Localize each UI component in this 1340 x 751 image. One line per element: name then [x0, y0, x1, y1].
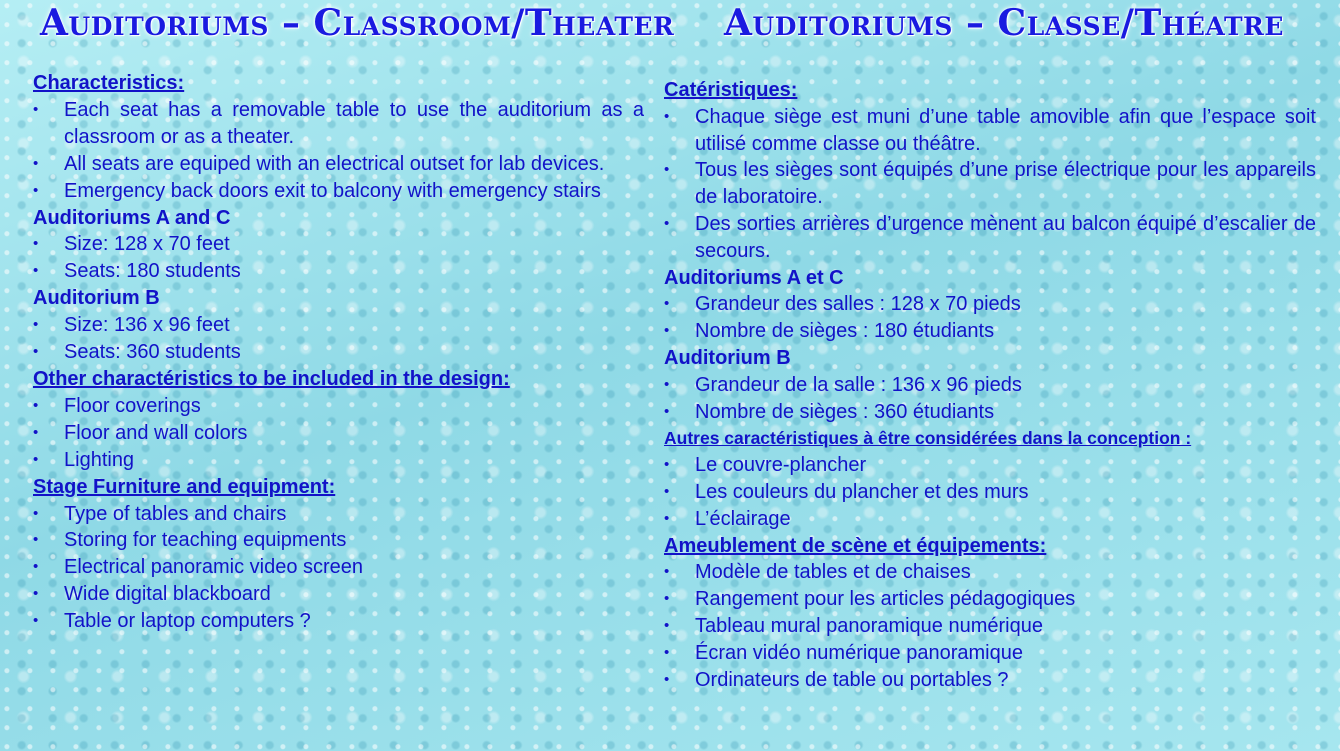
- bullet-icon: •: [33, 531, 39, 549]
- list-item: • Les couleurs du plancher et des murs: [664, 479, 1316, 506]
- list-item: • Grandeur de la salle : 136 x 96 pieds: [664, 372, 1316, 399]
- stage-furniture-list: [33, 501, 644, 636]
- stage-furniture-heading: Stage Furniture and equipment:: [33, 475, 336, 498]
- bullet-icon: •: [664, 402, 670, 420]
- bullet-icon: •: [33, 612, 39, 630]
- list-item: • Table or laptop computers ?: [33, 608, 644, 635]
- auditoriums-ac-heading: Auditoriums A et C: [664, 266, 844, 289]
- bullet-icon: •: [664, 322, 670, 340]
- bullet-icon: •: [664, 482, 670, 500]
- list-item: • Tableau mural panoramique numérique: [664, 613, 1316, 640]
- bullet-icon: •: [664, 295, 670, 313]
- list-item: • Modèle de tables et de chaises: [664, 559, 1316, 586]
- bullet-icon: •: [33, 235, 39, 253]
- stage-furniture-list: [664, 559, 1316, 693]
- bullet-icon: •: [33, 396, 39, 414]
- list-item: • Seats: 180 students: [33, 258, 644, 285]
- other-characteristics-heading: Autres caractéristiques à être considérées dans la conception :: [664, 428, 1192, 449]
- auditoriums-ac-list: [33, 231, 644, 285]
- bullet-icon: •: [33, 504, 39, 522]
- bullet-icon: •: [33, 343, 39, 361]
- list-item: • Nombre de sièges : 180 étudiants: [664, 318, 1316, 345]
- list-item: • Écran vidéo numérique panoramique: [664, 640, 1316, 667]
- list-item: • L’éclairage: [664, 506, 1316, 533]
- bullet-icon: •: [33, 100, 39, 118]
- other-characteristics-list: [33, 393, 644, 474]
- characteristics-list: [33, 97, 644, 205]
- bullet-icon: •: [664, 670, 670, 688]
- list-item: • Size: 136 x 96 feet: [33, 312, 644, 339]
- list-item: • Wide digital blackboard: [33, 581, 644, 608]
- list-item: • Size: 128 x 70 feet: [33, 231, 644, 258]
- auditorium-b-heading: Auditorium B: [664, 346, 791, 369]
- other-characteristics-heading: Other charactéristics to be included in the design:: [33, 367, 510, 390]
- bullet-icon: •: [664, 509, 670, 527]
- bullet-icon: •: [664, 161, 670, 179]
- bullet-icon: •: [664, 563, 670, 581]
- french-column: [664, 77, 1316, 693]
- title-french: Auditoriums – Classe/Théatre: [724, 2, 1284, 44]
- bullet-icon: •: [664, 616, 670, 634]
- list-item: • Lighting: [33, 447, 644, 474]
- list-item: • Le couvre-plancher: [664, 452, 1316, 479]
- list-item: • Rangement pour les articles pédagogiques: [664, 586, 1316, 613]
- list-item: • Emergency back doors exit to balcony with emergency stairs: [33, 178, 644, 205]
- bullet-icon: •: [664, 214, 670, 232]
- bullet-icon: •: [33, 558, 39, 576]
- other-characteristics-list: [664, 452, 1316, 532]
- bullet-icon: •: [33, 316, 39, 334]
- list-item: • Chaque siège est muni d’une table amovible afin que l’espace soit utilisé comme classe ou théâtre.: [664, 105, 1316, 155]
- list-item: • Grandeur des salles : 128 x 70 pieds: [664, 291, 1316, 318]
- bullet-icon: •: [33, 585, 39, 603]
- bullet-icon: •: [33, 423, 39, 441]
- list-item: • Type of tables and chairs: [33, 501, 644, 528]
- bullet-icon: •: [33, 450, 39, 468]
- characteristics-list: [664, 104, 1316, 265]
- bullet-icon: •: [664, 590, 670, 608]
- list-item: • Electrical panoramic video screen: [33, 554, 644, 581]
- bullet-icon: •: [664, 375, 670, 393]
- list-item: • Des sorties arrières d’urgence mènent au balcon équipé d’escalier de secours.: [664, 212, 1316, 262]
- list-item: • Each seat has a removable table to use the auditorium as a classroom or as a theater.: [33, 98, 644, 148]
- auditoriums-ac-heading: Auditoriums A and C: [33, 206, 231, 229]
- auditorium-b-heading: Auditorium B: [33, 287, 160, 310]
- list-item: • Ordinateurs de table ou portables ?: [664, 667, 1316, 694]
- title-english: Auditoriums – Classroom/Theater: [40, 2, 675, 44]
- list-item: • Tous les sièges sont équipés d’une prise électrique pour les appareils de laboratoire.: [664, 159, 1316, 209]
- list-item: • All seats are equiped with an electrical outset for lab devices.: [33, 151, 644, 178]
- bullet-icon: •: [664, 643, 670, 661]
- bullet-icon: •: [33, 262, 39, 280]
- list-item: • Seats: 360 students: [33, 339, 644, 366]
- auditoriums-ac-list: [664, 291, 1316, 345]
- stage-furniture-heading: Ameublement de scène et équipements:: [664, 534, 1047, 557]
- english-column: [33, 70, 644, 635]
- bullet-icon: •: [664, 107, 670, 125]
- bullet-icon: •: [664, 456, 670, 474]
- auditorium-b-list: [33, 312, 644, 366]
- bullet-icon: •: [33, 154, 39, 172]
- characteristics-heading: Catéristiques:: [664, 79, 798, 101]
- list-item: • Floor coverings: [33, 393, 644, 420]
- list-item: • Floor and wall colors: [33, 420, 644, 447]
- list-item: • Nombre de sièges : 360 étudiants: [664, 399, 1316, 426]
- bullet-icon: •: [33, 181, 39, 199]
- auditorium-b-list: [664, 372, 1316, 426]
- list-item: • Storing for teaching equipments: [33, 527, 644, 554]
- characteristics-heading: Characteristics:: [33, 72, 185, 94]
